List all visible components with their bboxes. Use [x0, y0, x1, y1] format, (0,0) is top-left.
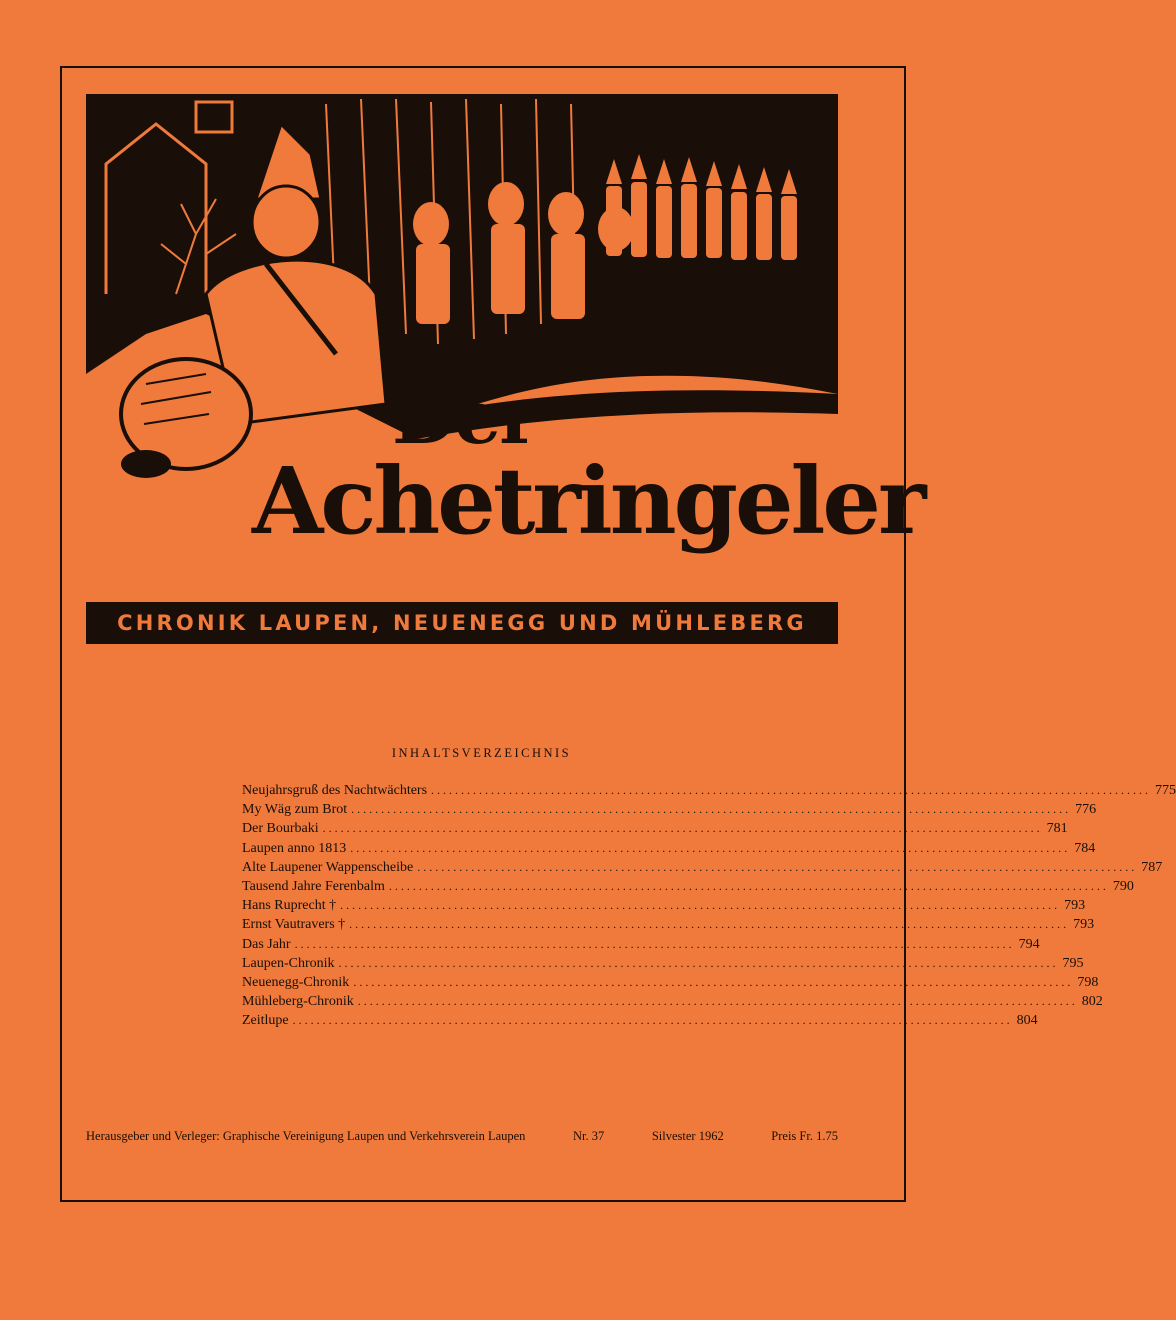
- toc-entry-page: 794: [1018, 936, 1040, 952]
- toc-leader-dots: ........................................................................................................................: [353, 974, 1074, 989]
- toc-entry-page: 793: [1064, 898, 1086, 914]
- toc-entry: [242, 1011, 1038, 1030]
- toc-entry-page: 781: [1046, 821, 1068, 837]
- publisher-text: Herausgeber und Verleger: Graphische Vereinigung Laupen und Verkehrsverein Laupen: [86, 1129, 526, 1143]
- toc-leader-dots: ........................................................................................................................: [388, 878, 1109, 893]
- toc-entry-title: Neuenegg-Chronik: [242, 974, 350, 990]
- toc-entry-title: Neujahrsgruß des Nachtwächters: [242, 783, 428, 798]
- toc-leader-dots: ........................................................................................................................: [322, 821, 1043, 836]
- toc-entry: [242, 973, 1099, 992]
- masthead-title: Achetringeler: [252, 447, 924, 555]
- masthead-subtitle-bar: CHRONIK LAUPEN, NEUENEGG UND MÜHLEBERG: [86, 602, 838, 644]
- toc-entry-title: Laupen anno 1813: [242, 840, 347, 856]
- price: Preis Fr. 1.75: [771, 1129, 838, 1143]
- toc-leader-dots: ........................................................................................................................: [417, 859, 1138, 874]
- toc-entry: [242, 935, 1040, 954]
- toc-entry: [242, 781, 1176, 800]
- toc-leader-dots: ........................................................................................................................: [431, 783, 1152, 797]
- toc-entry-page: 776: [1075, 802, 1097, 818]
- toc-entry-page: 775: [1155, 783, 1176, 798]
- toc-entry: [242, 992, 1103, 1011]
- issue-number: Nr. 37: [573, 1129, 605, 1143]
- toc-leader-dots: ........................................................................................................................: [350, 840, 1071, 855]
- issue-date: Silvester 1962: [651, 1129, 724, 1143]
- toc-entry: [242, 915, 1095, 934]
- toc-entry: [242, 877, 1134, 896]
- toc-leader-dots: ........................................................................................................................: [349, 917, 1070, 932]
- toc-leader-dots: ........................................................................................................................: [357, 994, 1078, 1009]
- toc-leader-dots: ........................................................................................................................: [351, 802, 1072, 817]
- toc-entry-title: Laupen-Chronik: [242, 955, 335, 971]
- toc-leader-dots: ........................................................................................................................: [294, 936, 1015, 951]
- toc-entry: [242, 800, 1097, 819]
- toc-entry-title: Tausend Jahre Ferenbalm: [242, 878, 385, 894]
- toc-entry-page: 790: [1112, 878, 1134, 894]
- toc-entry-title: Mühleberg-Chronik: [242, 994, 354, 1010]
- toc-entry-page: 804: [1016, 1013, 1038, 1029]
- toc-entry: [242, 896, 1086, 915]
- toc-entry-title: Alte Laupener Wappenscheibe: [242, 859, 414, 875]
- toc-entry-title: Ernst Vautravers †: [242, 917, 346, 933]
- toc-entry: [242, 954, 1084, 973]
- toc-entry-page: 795: [1062, 955, 1084, 971]
- toc-entry-page: 798: [1077, 974, 1099, 990]
- toc-entry-page: 793: [1073, 917, 1095, 933]
- toc-entry-page: 787: [1141, 859, 1163, 875]
- toc-heading: INHALTSVERZEICHNIS: [391, 746, 572, 760]
- toc-entry-title: My Wäg zum Brot: [242, 802, 348, 818]
- imprint-footer: [86, 1129, 838, 1144]
- toc-entry: [242, 858, 1163, 877]
- toc-leader-dots: ........................................................................................................................: [340, 898, 1061, 913]
- toc-entry-title: Der Bourbaki: [242, 821, 319, 837]
- toc-entry-page: 802: [1081, 994, 1103, 1010]
- toc-leader-dots: ........................................................................................................................: [338, 955, 1059, 970]
- toc-entry-page: 784: [1074, 840, 1096, 856]
- masthead-title-article: Der: [392, 375, 537, 461]
- toc-entry: [242, 819, 1068, 838]
- toc-entry-title: Das Jahr: [242, 936, 291, 952]
- toc-entry: [242, 839, 1096, 858]
- table-of-contents: [242, 781, 1176, 1030]
- toc-entry-title: Hans Ruprecht †: [242, 898, 337, 914]
- toc-entry-title: Zeitlupe: [242, 1013, 289, 1029]
- toc-leader-dots: ........................................................................................................................: [292, 1013, 1013, 1028]
